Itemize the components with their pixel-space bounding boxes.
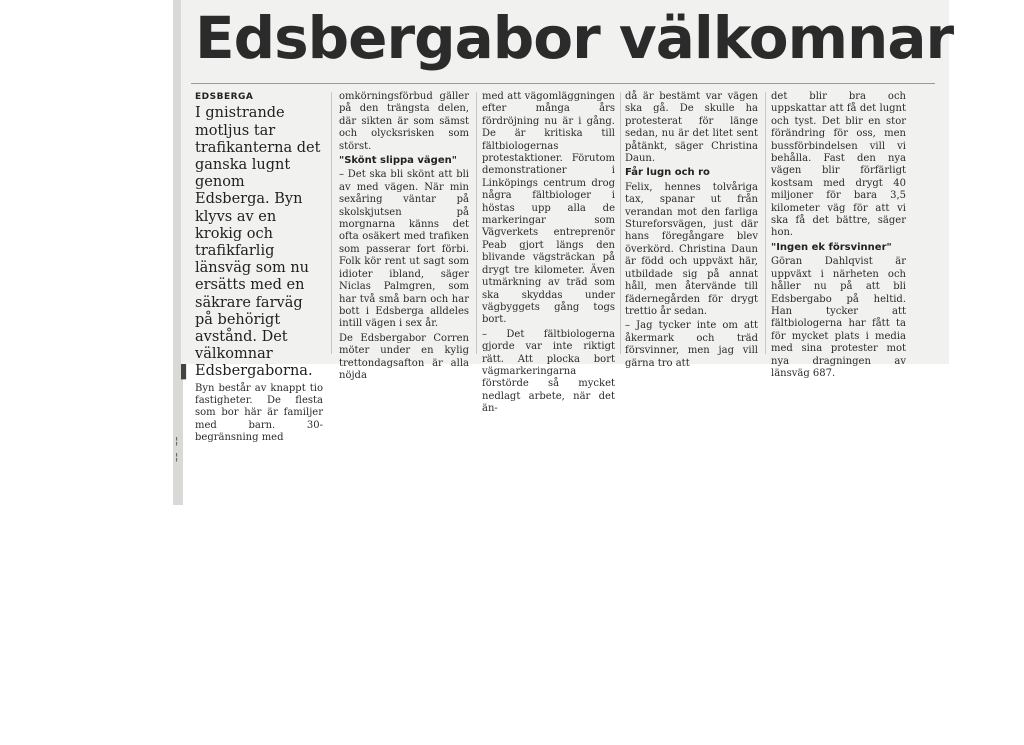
scan-edge-mark: ¦ (175, 436, 179, 447)
column-divider (765, 92, 766, 354)
headline: Edsbergabor välkomnar (195, 4, 954, 72)
body-paragraph: – Det ska bli skönt att bli av med vägen. När min sexåring väntar på skolskjutsen på morgnarna känns det ofta osäkert med trafiken som passerar fort förbi. Folk kör rent ut sagt som idioter ibland, säger Niclas Palmgren, som har två små barn och har bott i Edsberga alldeles intill vägen i sex år. (339, 169, 469, 330)
column-divider (476, 92, 477, 354)
body-paragraph: Byn består av knappt tio fastigheter. De flesta som bor här är familjer med barn. 30-begränsning med (195, 382, 323, 444)
ingress: I gnistrande motljus tar trafikanterna det ganska lugnt genom Edsberga. Byn klyvs av en krokig och trafikfarlig länsväg som nu ersätts med en säkrare farväg på behörigt avstånd. Det välkomnar Edsbergaborna. (195, 105, 321, 380)
newspaper-clipping (181, 0, 954, 444)
scan-edge-mark: ¦ (175, 452, 179, 463)
body-paragraph: De Edsbergabor Corren möter under en kylig trettondagsafton är alla nöjda (339, 332, 469, 381)
kicker: EDSBERGA (195, 92, 254, 102)
body-paragraph: Göran Dahlqvist är uppväxt i närheten och håller nu på att bli Edsbergabo på heltid. Han tycker att fältbiologerna har fått ta för mycket plats i media med sina protester mot nya dragningen av länsväg 687. (771, 256, 906, 379)
column-divider (331, 92, 332, 354)
subheading: "Ingen ek försvinner" (771, 241, 892, 253)
body-paragraph: med att vägomläggningen efter många års fördröjning nu är i gång. De är kritiska till fältbiologernas protestaktioner. Förutom demonstrationer i Linköpings centrum drog några fältbiologer i höstas upp alla de markeringar som Vägverkets entreprenör Peab gjort längs den blivande vägsträckan på drygt tre kilometer. Även utmärkning av träd som ska skyddas under vägbyggets gång togs bort. (482, 91, 615, 326)
body-paragraph: då är bestämt var vägen ska gå. De skulle ha protesterat för länge sedan, nu är det litet sent påtänkt, säger Christina Daun. (625, 91, 758, 165)
body-paragraph: – Jag tycker inte om att åkermark och träd försvinner, men jag vill gärna tro att (625, 320, 758, 369)
body-paragraph: Felix, hennes tolvåriga tax, spanar ut från verandan mot den farliga Stureforsvägen, just där hans föregångare blev överkörd. Christina Daun är född och uppväxt här, utbildade sig på annat håll, men återvände till fädernegården för drygt trettio år sedan. (625, 181, 758, 317)
headline-rule (191, 83, 935, 84)
column-1 (195, 91, 323, 447)
body-paragraph: omkörningsförbud gäller på den trängsta delen, där sikten är som sämst och olycksrisken som störst. (339, 91, 469, 152)
column-5 (771, 91, 906, 382)
column-divider (620, 92, 621, 354)
column-4 (625, 91, 758, 372)
subheading: "Skönt slippa vägen" (339, 155, 457, 167)
column-2 (339, 91, 469, 384)
body-paragraph: – Det fältbiologerna gjorde var inte riktigt rätt. Att plocka bort vägmarkeringarna förstörde så mycket nedlagt arbete, när det än- (482, 328, 615, 415)
scan-edge-mark: ▐ (176, 365, 186, 380)
column-3 (482, 91, 615, 418)
subheading: Får lugn och ro (625, 167, 710, 179)
body-paragraph: det blir bra och uppskattar att få det lugnt och tyst. Det blir en stor förändring för oss, men bussförbindelsen vill vi behålla. Fast den nya vägen blir förfärligt kostsam med drygt 40 miljoner för bara 3,5 kilometer väg för att vi ska få det bättre, säger hon. (771, 91, 906, 239)
